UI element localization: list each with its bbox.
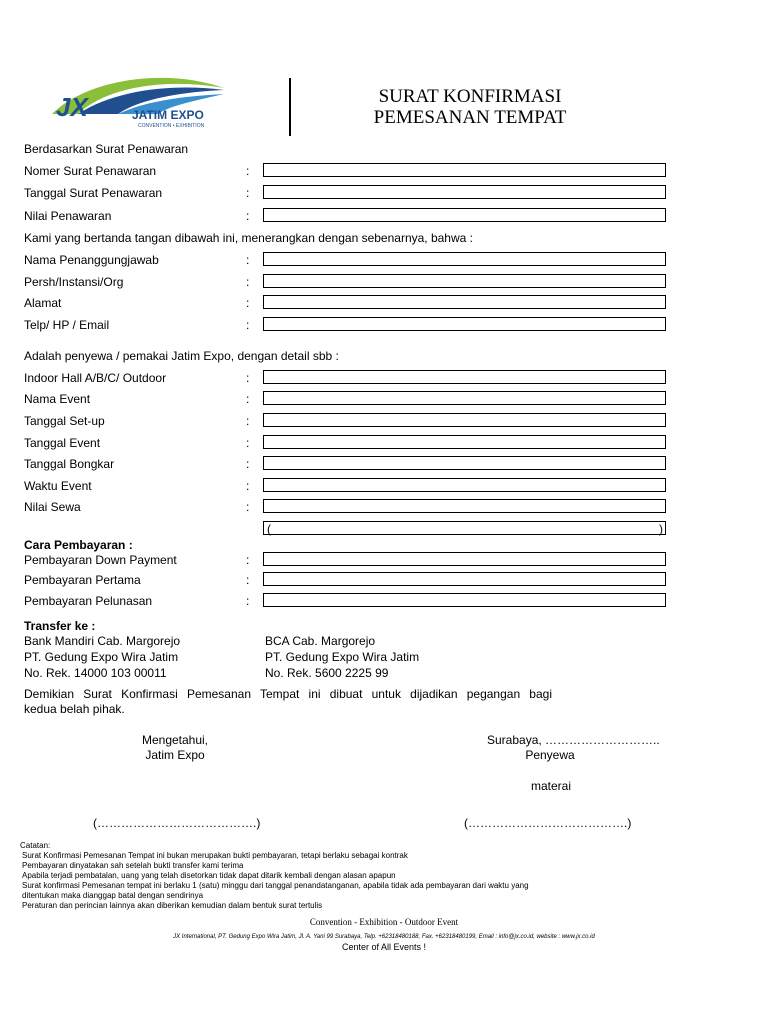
colon: : (246, 371, 250, 385)
colon: : (246, 253, 250, 267)
bank1-name: Bank Mandiri Cab. Margorejo (24, 634, 181, 648)
paren-open: ( (267, 522, 271, 536)
contact-label: Telp/ HP / Email (24, 318, 110, 332)
colon: : (246, 164, 250, 178)
rent-amount-words-field[interactable] (263, 521, 666, 535)
event-time-field[interactable] (263, 478, 666, 492)
company-field[interactable] (263, 274, 666, 288)
event-name-field[interactable] (263, 391, 666, 405)
logo-mark: JX (56, 92, 88, 122)
responsible-name-field[interactable] (263, 252, 666, 266)
colon: : (246, 553, 250, 567)
event-name-label: Nama Event (24, 392, 91, 406)
contact-field[interactable] (263, 317, 666, 331)
offer-value-label: Nilai Penawaran (24, 209, 112, 223)
address-field[interactable] (263, 295, 666, 309)
company-logo (48, 68, 228, 132)
colon: : (246, 500, 250, 514)
colon: : (246, 186, 250, 200)
responsible-name-label: Nama Penanggungjawab (24, 253, 159, 267)
note-item: Peraturan dan perincian lainnya akan diberikan kemudian dalam bentuk surat tertulis (22, 901, 323, 910)
offer-heading: Berdasarkan Surat Penawaran (24, 142, 189, 156)
setup-date-field[interactable] (263, 413, 666, 427)
footer-address: JX International, PT. Gedung Expo Wira Jatim, Jl. A. Yani 99 Surabaya, Telp. +62318480188, Fax. +62318480199, Email : info@jx.co.id, website : www.jx.co.id (173, 934, 595, 940)
offer-date-field[interactable] (263, 185, 666, 199)
tenant-label: Penyewa (525, 748, 575, 762)
note-item: Pembayaran dinyatakan sah setelah bukti transfer kami terima (22, 861, 244, 870)
left-signature-line: (………………………………….) (93, 816, 261, 830)
logo-name: JATIM EXPO (132, 108, 204, 122)
bank2-account-number: No. Rek. 5600 2225 99 (265, 666, 389, 680)
right-signature-line: (………………………………….) (464, 816, 632, 830)
title-line-2: PEMESANAN TEMPAT (373, 107, 567, 128)
bank2-account-holder: PT. Gedung Expo Wira Jatim (265, 650, 420, 664)
bank2-name: BCA Cab. Margorejo (265, 634, 376, 648)
colon: : (246, 457, 250, 471)
colon: : (246, 318, 250, 332)
teardown-date-field[interactable] (263, 456, 666, 470)
event-date-field[interactable] (263, 435, 666, 449)
notes-list (22, 851, 529, 911)
bank-bca-info (265, 634, 419, 680)
offer-number-field[interactable] (263, 163, 666, 177)
document-title (330, 86, 610, 128)
footer-slogan: Center of All Events ! (341, 942, 427, 952)
offer-number-label: Nomer Surat Penawaran (24, 164, 157, 178)
offer-value-field[interactable] (263, 208, 666, 222)
footer-tagline: Convention - Exhibition - Outdoor Event (309, 917, 459, 927)
colon: : (246, 436, 250, 450)
logo-tagline: CONVENTION • EXHIBITION (138, 123, 205, 129)
place-date: Surabaya, ……………………….. (487, 733, 660, 747)
hall-label: Indoor Hall A/B/C/ Outdoor (24, 371, 167, 385)
teardown-date-label: Tanggal Bongkar (24, 457, 115, 471)
hall-field[interactable] (263, 370, 666, 384)
colon: : (246, 296, 250, 310)
first-payment-field[interactable] (263, 572, 666, 586)
bank1-account-holder: PT. Gedung Expo Wira Jatim (24, 650, 179, 664)
payment-heading: Cara Pembayaran : (24, 538, 133, 552)
first-payment-label: Pembayaran Pertama (24, 573, 141, 587)
note-item: Surat konfirmasi Pemesanan tempat ini berlaku 1 (satu) minggu dari tanggal penandatanganan, apabila tidak ada pembayaran dari waktu yang (22, 881, 529, 890)
acknowledged-org: Jatim Expo (145, 748, 205, 762)
bank1-account-number: No. Rek. 14000 103 00011 (24, 666, 167, 680)
offer-date-label: Tanggal Surat Penawaran (24, 186, 163, 200)
event-heading: Adalah penyewa / pemakai Jatim Expo, dengan detail sbb : (24, 349, 339, 363)
acknowledged-label: Mengetahui, (141, 733, 209, 747)
note-item: ditentukan maka dianggap batal dengan sendirinya (22, 891, 204, 900)
title-divider (289, 78, 291, 136)
colon: : (246, 414, 250, 428)
closing-line-1: Demikian Surat Konfirmasi Pemesanan Tempat ini dibuat untuk dijadikan pegangan bagi (24, 687, 552, 701)
event-date-label: Tanggal Event (24, 436, 101, 450)
colon: : (246, 479, 250, 493)
colon: : (246, 275, 250, 289)
down-payment-label: Pembayaran Down Payment (24, 553, 177, 567)
stamp-label: materai (531, 779, 572, 793)
bank-mandiri-info (24, 634, 180, 680)
final-payment-label: Pembayaran Pelunasan (24, 594, 153, 608)
colon: : (246, 573, 250, 587)
rent-value-label: Nilai Sewa (24, 500, 81, 514)
title-line-1: SURAT KONFIRMASI (378, 86, 562, 107)
transfer-heading: Transfer ke : (24, 619, 96, 633)
colon: : (246, 594, 250, 608)
paren-close: ) (659, 522, 663, 536)
notes-heading: Catatan: (20, 841, 51, 850)
colon: : (246, 392, 250, 406)
rent-value-field[interactable] (263, 499, 666, 513)
setup-date-label: Tanggal Set-up (24, 414, 105, 428)
note-item: Apabila terjadi pembatalan, uang yang telah disetorkan tidak dapat ditarik kembali dengan alasan apapun (22, 871, 396, 880)
closing-line-2: kedua belah pihak. (24, 702, 125, 716)
colon: : (246, 209, 250, 223)
note-item: Surat Konfirmasi Pemesanan Tempat ini bukan merupakan bukti pembayaran, tetapi berlaku sebagai kontrak (22, 851, 408, 860)
declarant-heading: Kami yang bertanda tangan dibawah ini, menerangkan dengan sebenarnya, bahwa : (24, 231, 473, 245)
address-label: Alamat (24, 296, 62, 310)
final-payment-field[interactable] (263, 593, 666, 607)
company-label: Persh/Instansi/Org (24, 275, 124, 289)
event-time-label: Waktu Event (24, 479, 92, 493)
down-payment-field[interactable] (263, 552, 666, 566)
